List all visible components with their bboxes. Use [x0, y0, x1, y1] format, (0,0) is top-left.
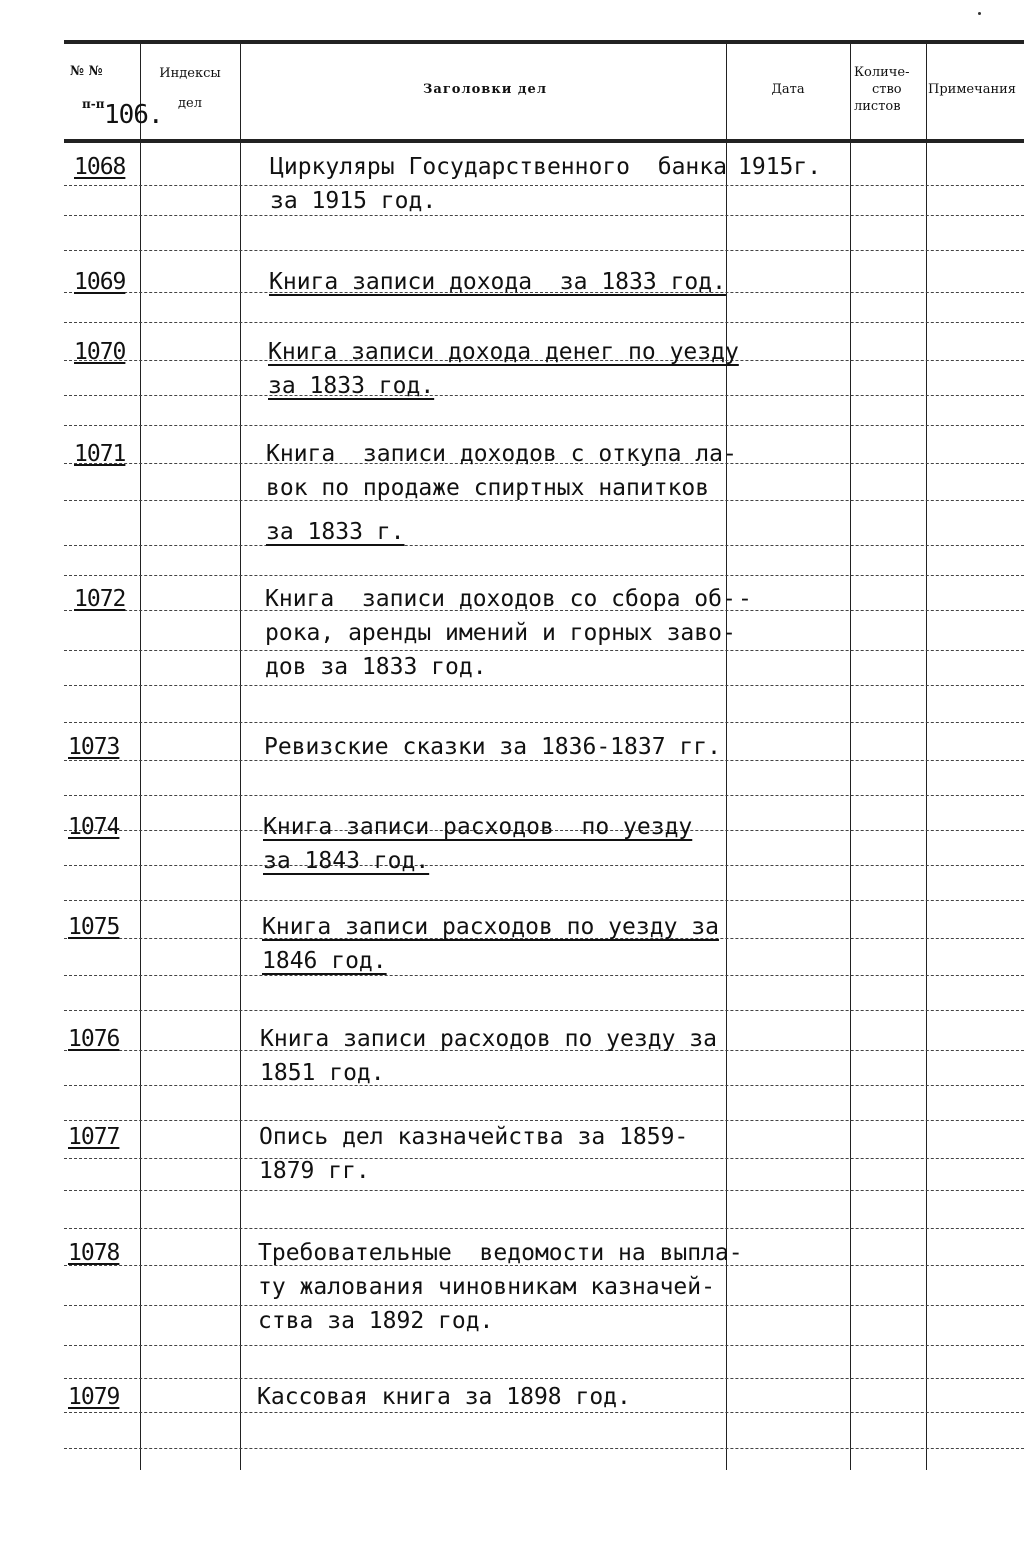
- row-rule: [64, 545, 1024, 546]
- header-quantity-line3: листов: [854, 99, 901, 114]
- record-title-line: Циркуляры Государственного банка: [270, 154, 727, 180]
- header-number-bottom: п-п: [82, 97, 105, 111]
- record-title-line: Книга записи доходов со сбора об-: [265, 586, 736, 612]
- row-rule: [64, 215, 1024, 216]
- header-number-top: № №: [70, 64, 103, 79]
- row-rule: [64, 1190, 1024, 1191]
- row-rule: [64, 1158, 1024, 1159]
- record-title-line: 1851 год.: [260, 1060, 385, 1086]
- header-notes: Примечания: [928, 82, 1017, 97]
- header-title: Заголовки дел: [423, 82, 547, 97]
- record-title-line: ту жалования чиновникам казначей-: [258, 1274, 715, 1300]
- record-title-line: вок по продаже спиртных напитков: [266, 475, 710, 501]
- record-number: 1077: [68, 1124, 120, 1150]
- row-rule: [64, 900, 1024, 901]
- row-rule: [64, 975, 1024, 976]
- header-index-bottom: дел: [178, 96, 202, 111]
- record-title-line: за 1833 год.: [268, 373, 435, 399]
- record-title-line: рока, аренды имений и горных заво-: [265, 620, 736, 646]
- record-title-line: Требовательные ведомости на выпла-: [258, 1240, 743, 1266]
- record-number: 1079: [68, 1384, 120, 1410]
- row-rule: [64, 1378, 1024, 1379]
- record-title-line: Книга записи доходов с откупа ла-: [266, 441, 737, 467]
- record-number: 1068: [74, 154, 126, 180]
- record-number: 1072: [74, 586, 126, 612]
- column-rule-title: [240, 42, 241, 1470]
- record-number: 1074: [68, 814, 120, 840]
- column-rule-qty: [850, 42, 851, 1470]
- record-title-line: Книга записи расходов по уезду за: [260, 1026, 717, 1052]
- header-date: Дата: [771, 82, 805, 97]
- row-rule: [64, 865, 1024, 866]
- column-rule-notes: [926, 42, 927, 1470]
- row-rule: [64, 1345, 1024, 1346]
- record-title-line: дов за 1833 год.: [265, 654, 487, 680]
- header-bottom-rule: [64, 139, 1024, 143]
- record-number: 1078: [68, 1240, 120, 1266]
- record-title-line: ства за 1892 год.: [258, 1308, 494, 1334]
- record-title-line: за 1833 г.: [266, 519, 405, 545]
- record-number: 1070: [74, 339, 126, 365]
- header-quantity: [852, 64, 928, 115]
- row-rule: [64, 395, 1024, 396]
- page-number: 106.: [104, 100, 163, 130]
- header-quantity-line2: ство: [872, 82, 902, 97]
- header-quantity-line1: Количе-: [854, 65, 910, 80]
- row-rule: [64, 1085, 1024, 1086]
- record-title-line: Книга записи расходов по уезду: [263, 814, 693, 840]
- record-number: 1075: [68, 914, 120, 940]
- header-number: [70, 64, 140, 111]
- row-rule: [64, 1228, 1024, 1229]
- record-number: 1073: [68, 734, 120, 760]
- record-title-line: за 1915 год.: [270, 188, 437, 214]
- paper-speck: [978, 12, 981, 15]
- record-title-line: Книга записи дохода за 1833 год.: [269, 269, 726, 295]
- row-rule: [64, 1448, 1024, 1449]
- record-title-line: Книга записи дохода денег по уезду: [268, 339, 739, 365]
- row-rule: [64, 685, 1024, 686]
- row-rule: [64, 650, 1024, 651]
- row-rule: [64, 322, 1024, 323]
- record-title-line: за 1843 год.: [263, 848, 430, 874]
- row-rule: [64, 575, 1024, 576]
- header-top-rule: [64, 40, 1024, 44]
- record-title-line: Опись дел казначейства за 1859-: [259, 1124, 689, 1150]
- record-number: 1071: [74, 441, 126, 467]
- column-rule-index: [140, 42, 141, 1470]
- header-index-top: Индексы: [159, 66, 221, 81]
- row-rule: [64, 722, 1024, 723]
- record-date: 1915г.: [738, 154, 822, 180]
- record-title-line: 1879 гг.: [259, 1158, 370, 1184]
- record-title-line: Ревизские сказки за 1836-1837 гг.: [264, 734, 721, 760]
- record-date: -: [738, 586, 752, 612]
- row-rule: [64, 1305, 1024, 1306]
- row-rule: [64, 1010, 1024, 1011]
- row-rule: [64, 425, 1024, 426]
- row-rule: [64, 795, 1024, 796]
- record-number: 1069: [74, 269, 126, 295]
- record-title-line: Кассовая книга за 1898 год.: [257, 1384, 631, 1410]
- record-number: 1076: [68, 1026, 120, 1052]
- record-title-line: Книга записи расходов по уезду за: [262, 914, 719, 940]
- row-rule: [64, 250, 1024, 251]
- record-title-line: 1846 год.: [262, 948, 387, 974]
- row-rule: [64, 185, 1024, 186]
